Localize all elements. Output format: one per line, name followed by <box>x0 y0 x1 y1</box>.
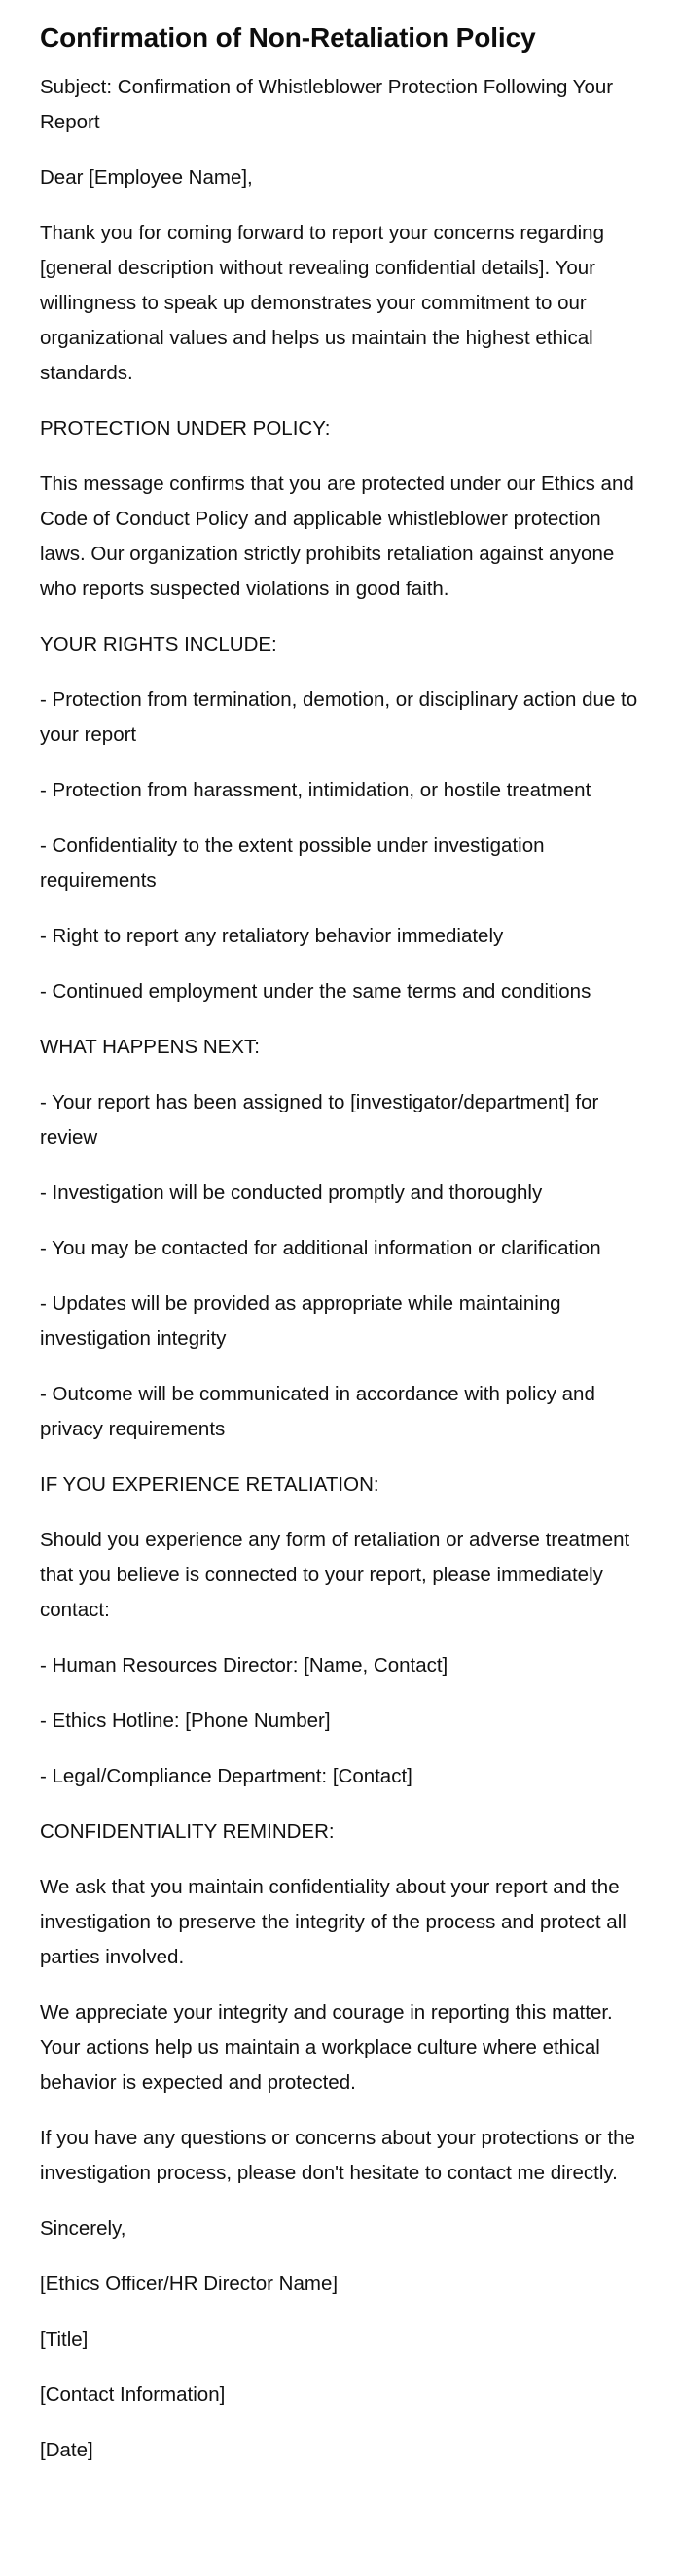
next-steps-list-item: - Updates will be provided as appropriate while maintaining investigation integrity <box>40 1292 561 1350</box>
next-steps-list-item: - Outcome will be communicated in accordance with policy and privacy requirements <box>40 1383 595 1440</box>
appreciation-paragraph: We appreciate your integrity and courage in reporting this matter. Your actions help us maintain a workplace culture where ethical behavior is expected and protected. <box>40 2001 613 2094</box>
signature-date: [Date] <box>40 2439 93 2461</box>
section-heading-confidentiality: CONFIDENTIALITY REMINDER: <box>40 1820 335 1843</box>
rights-list-item: - Continued employment under the same terms and conditions <box>40 980 591 1003</box>
confidentiality-paragraph: We ask that you maintain confidentiality about your report and the investigation to preserve the integrity of the process and protect all parties involved. <box>40 1876 627 1968</box>
contact-list-item: - Legal/Compliance Department: [Contact] <box>40 1765 412 1787</box>
contact-list-item: - Ethics Hotline: [Phone Number] <box>40 1710 331 1732</box>
rights-list-item: - Protection from termination, demotion, or disciplinary action due to your report <box>40 688 638 746</box>
section-heading-rights: YOUR RIGHTS INCLUDE: <box>40 633 277 655</box>
section-heading-next-steps: WHAT HAPPENS NEXT: <box>40 1036 260 1058</box>
signature-name: [Ethics Officer/HR Director Name] <box>40 2273 339 2295</box>
section-heading-retaliation: IF YOU EXPERIENCE RETALIATION: <box>40 1473 379 1496</box>
questions-paragraph: If you have any questions or concerns about your protections or the investigation process, please don't hesitate to contact me directly. <box>40 2127 635 2184</box>
next-steps-list-item: - You may be contacted for additional information or clarification <box>40 1237 601 1259</box>
contact-list-item: - Human Resources Director: [Name, Contact] <box>40 1654 448 1676</box>
signature-title: [Title] <box>40 2328 89 2350</box>
next-steps-list-item: - Investigation will be conducted promptly and thoroughly <box>40 1182 543 1204</box>
rights-list-item: - Confidentiality to the extent possible under investigation requirements <box>40 834 545 892</box>
subject-line: Subject: Confirmation of Whistleblower Protection Following Your Report <box>40 76 614 133</box>
document-title: Confirmation of Non-Retaliation Policy <box>40 22 536 53</box>
rights-list-item: - Right to report any retaliatory behavior immediately <box>40 925 504 947</box>
section-heading-protection: PROTECTION UNDER POLICY: <box>40 417 331 440</box>
intro-paragraph: Thank you for coming forward to report your concerns regarding [general description without revealing confidential details]. Your willingness to speak up demonstrates your commitment to our organizational values and helps us maintain the highest ethical standards. <box>40 222 604 384</box>
rights-list-item: - Protection from harassment, intimidation, or hostile treatment <box>40 779 591 801</box>
greeting: Dear [Employee Name], <box>40 166 253 189</box>
next-steps-list-item: - Your report has been assigned to [investigator/department] for review <box>40 1091 599 1148</box>
retaliation-paragraph: Should you experience any form of retaliation or adverse treatment that you believe is connected to your report, please immediately contact: <box>40 1529 630 1621</box>
signature-contact: [Contact Information] <box>40 2383 226 2406</box>
closing-sincerely: Sincerely, <box>40 2217 126 2240</box>
protection-paragraph: This message confirms that you are protected under our Ethics and Code of Conduct Policy and applicable whistleblower protection laws. Our organization strictly prohibits retaliation against anyone who reports suspected violations in good faith. <box>40 473 634 600</box>
